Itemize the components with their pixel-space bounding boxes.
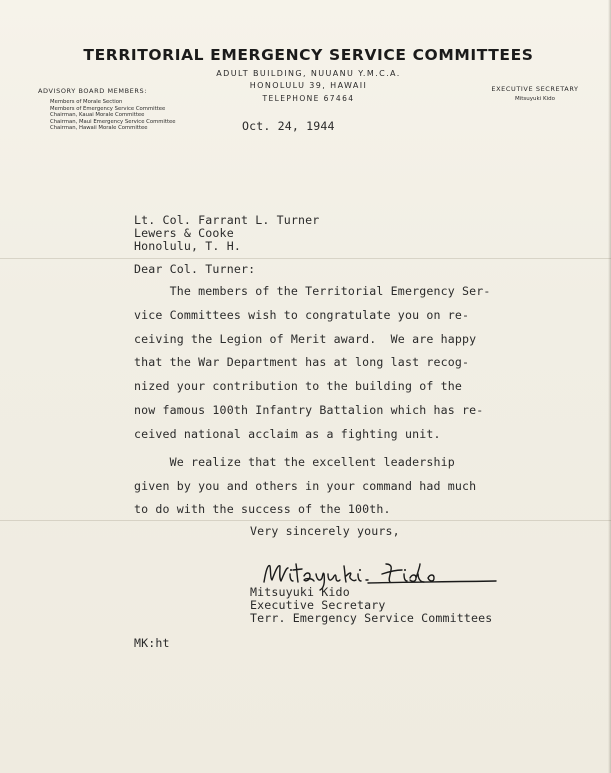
body-line: to do with the success of the 100th. (134, 502, 391, 516)
recipient-line: Honolulu, T. H. (134, 239, 241, 253)
advisory-board-member: Chairman, Hawaii Morale Committee (50, 125, 148, 132)
signature-title: Executive Secretary (250, 598, 386, 612)
executive-secretary-heading: EXECUTIVE SECRETARY (491, 85, 579, 93)
advisory-board (38, 87, 176, 132)
typist-initials: MK:ht (134, 636, 170, 650)
recipient-line: Lt. Col. Farrant L. Turner (134, 213, 320, 227)
salutation: Dear Col. Turner: (134, 262, 256, 276)
body-line: ceived national acclaim as a fighting unit. (134, 427, 441, 441)
executive-secretary-name: Mitsuyuki Kido (515, 96, 555, 102)
body-line: given by you and others in your command had much (134, 479, 477, 493)
advisory-board-member: Members of Emergency Service Committee (50, 105, 166, 112)
letterhead-telephone: TELEPHONE 67464 (262, 94, 355, 103)
paper-fold-line (0, 258, 611, 259)
executive-secretary (490, 85, 580, 102)
closing: Very sincerely yours, (250, 524, 400, 538)
body-line: that the War Department has at long last recog- (134, 355, 470, 369)
signature-organization: Terr. Emergency Service Committees (250, 611, 493, 625)
letterhead-address-line1: ADULT BUILDING, NUUANU Y.M.C.A. (216, 69, 401, 78)
body-line: vice Committees wish to congratulate you on re- (134, 308, 470, 322)
advisory-board-member: Chairman, Maui Emergency Service Committee (50, 118, 176, 125)
signature-name: Mitsuyuki Kido (250, 585, 350, 599)
letterhead-title: TERRITORIAL EMERGENCY SERVICE COMMITTEES (83, 46, 534, 64)
body-line: now famous 100th Infantry Battalion which has re- (134, 403, 484, 417)
body-line: The members of the Territorial Emergency Ser- (134, 284, 491, 298)
body-line: We realize that the excellent leadership (134, 455, 455, 469)
advisory-board-member: Chairman, Kauai Morale Committee (50, 112, 145, 119)
letterhead-address-line2: HONOLULU 39, HAWAII (249, 81, 368, 90)
paper-fold-line (0, 520, 611, 521)
recipient-line: Lewers & Cooke (134, 226, 234, 240)
advisory-board-member: Members of Morale Section (50, 99, 123, 105)
body-line: ceiving the Legion of Merit award. We are happy (134, 332, 477, 346)
body-line: nized your contribution to the building of the (134, 379, 462, 393)
letter-date: Oct. 24, 1944 (242, 119, 335, 133)
advisory-board-heading: ADVISORY BOARD MEMBERS: (38, 87, 147, 95)
